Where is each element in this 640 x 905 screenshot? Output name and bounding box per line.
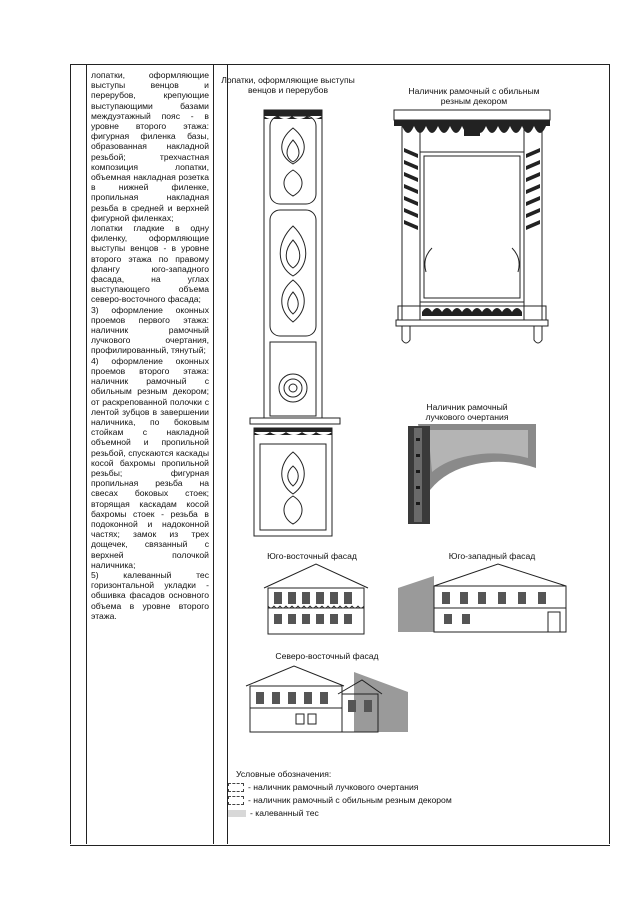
facade-se-drawing bbox=[262, 562, 370, 636]
frame-left-line bbox=[70, 64, 71, 844]
caption-facade-ne: Северо-восточный фасад bbox=[275, 651, 379, 661]
carved-window-drawing bbox=[392, 108, 552, 348]
column-divider-line-2 bbox=[227, 64, 228, 844]
legend bbox=[228, 768, 452, 820]
description-text bbox=[91, 70, 209, 621]
caption-facade-se: Юго-восточный фасад bbox=[267, 551, 357, 561]
frame-inner-left-line bbox=[86, 64, 87, 844]
facade-sw-drawing bbox=[398, 562, 568, 634]
caption-facade-sw: Юго-западный фасад bbox=[448, 551, 536, 561]
legend-dashed-swatch bbox=[228, 783, 244, 792]
legend-label-siding: - калеванный тес bbox=[250, 808, 319, 818]
legend-label-arched: - наличник рамочный лучкового очертания bbox=[248, 782, 419, 792]
caption-frame-window: Наличник рамочный с обильным резным декором bbox=[408, 86, 540, 106]
paragraph-second-floor-windows: 4) оформление оконных проемов второго этажа: наличник рамочный с обильным резным декором; от раскрепованной полочки с лентой зубцов в завершении наличника, по боковым стойкам с накладной объемной и пропильной резьбой, спускаются каскады косой бахромы пропильной резьбы; фигурная пропильная резьба на свесах боковых стоек; вторящая каскадам косой бахромы стоек - резьба в подоконной и надоконной частях; замок из трех дощечек, связанный с верхней полочкой наличника; bbox=[91, 355, 209, 570]
legend-item-arched bbox=[228, 781, 452, 794]
column-divider-line bbox=[213, 64, 214, 844]
pilaster-drawing bbox=[248, 100, 348, 540]
legend-dashed-swatch-2 bbox=[228, 796, 244, 805]
caption-pilaster: Лопатки, оформляющие выступы венцов и перерубов bbox=[221, 75, 355, 95]
paragraph-first-floor-windows: 3) оформление оконных проемов первого этажа: наличник рамочный лучкового очертания, профилированный, тянутый; bbox=[91, 304, 209, 356]
paragraph-smooth-pilasters: лопатки гладкие в одну филенку, оформляющие выступы венцов - в уровне второго этажа по правому флангу юго-западного фасада, на углах выступающего объема северо-восточного фасада; bbox=[91, 223, 209, 305]
facade-ne-drawing bbox=[244, 662, 410, 734]
legend-title: Условные обозначения: bbox=[236, 769, 332, 779]
legend-label-carved: - наличник рамочный с обильным резным декором bbox=[248, 795, 452, 805]
frame-right-line bbox=[609, 64, 610, 844]
arched-window-photo bbox=[406, 424, 536, 524]
paragraph-siding: 5) калеванный тес горизонтальной укладки - обшивка фасадов основного объема в уровне второго этажа. bbox=[91, 569, 209, 621]
legend-gray-swatch bbox=[228, 810, 246, 817]
legend-item-carved bbox=[228, 794, 452, 807]
caption-arched-window: Наличник рамочный лучкового очертания bbox=[425, 402, 509, 422]
paragraph-pilasters: лопатки, оформляющие выступы венцов и перерубов, крепующие выступающими базами междуэтажный пояс - в уровне второго этажа: фигурная филенка базы, образованная накладной резьбой; трехчастная композиция лопатки, объемная накладная розетка в нижней филенке, пропильная накладная резьба в средней и верхней фигурной филенках; bbox=[91, 70, 209, 223]
legend-item-siding bbox=[228, 807, 452, 820]
